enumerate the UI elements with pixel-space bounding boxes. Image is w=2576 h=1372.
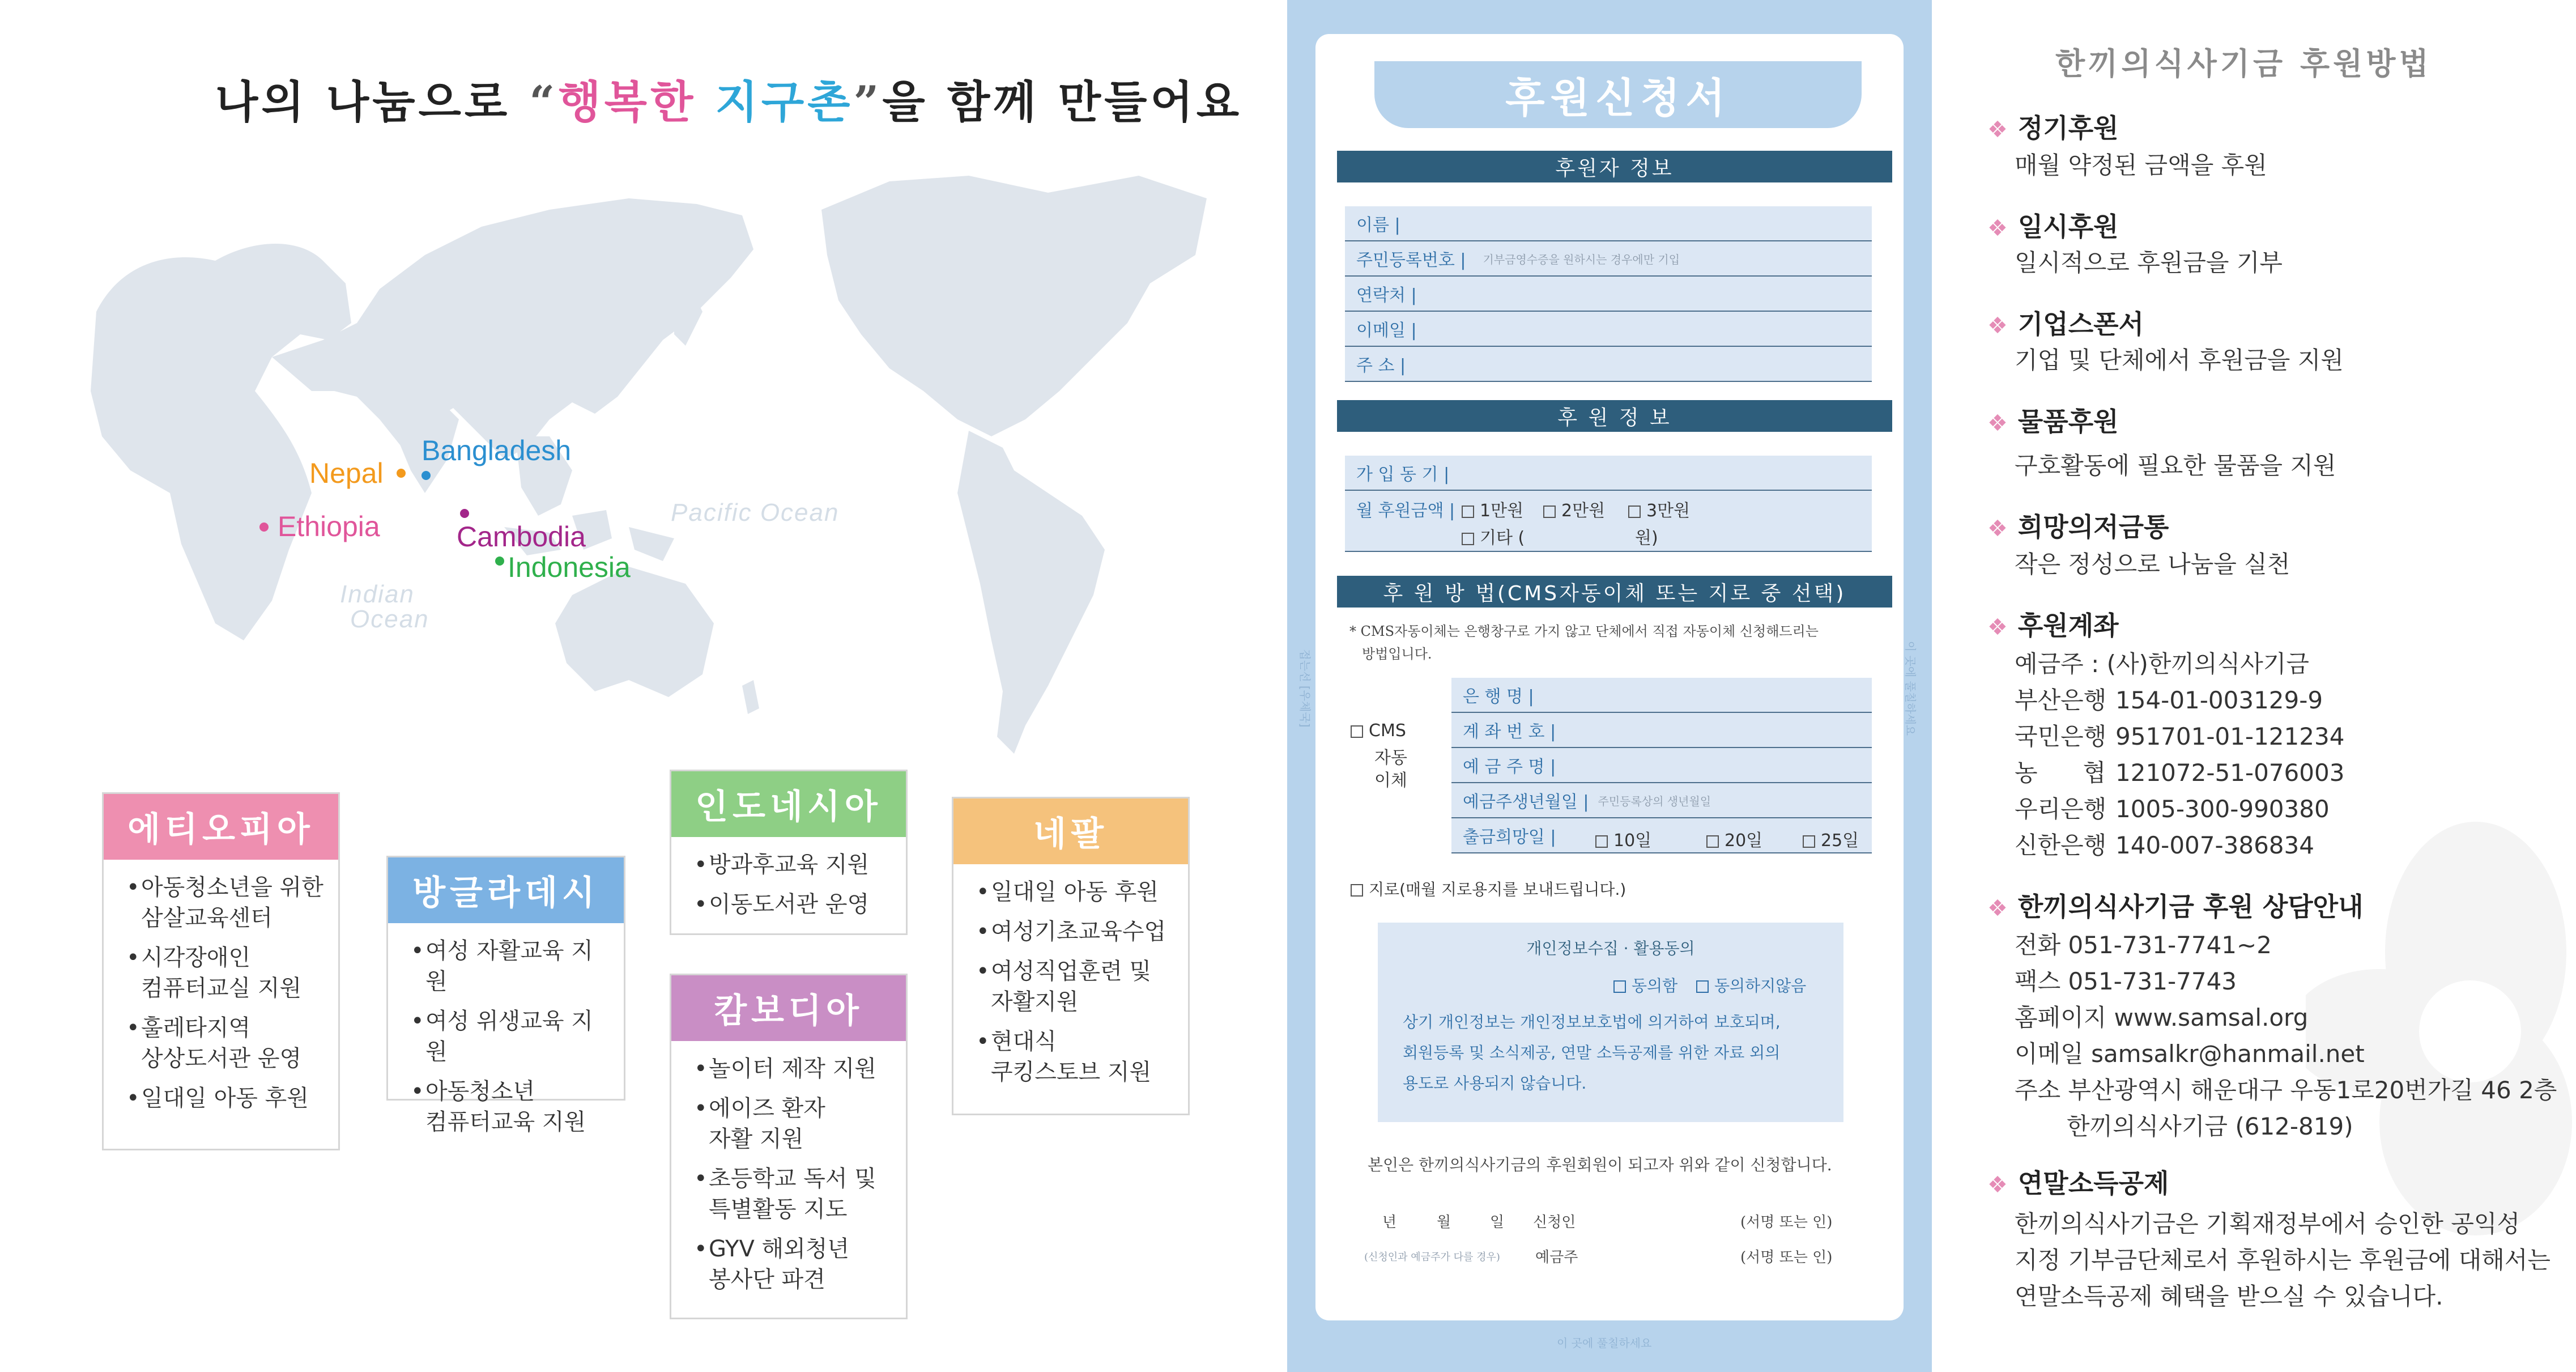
tax-deduction-line1: 한끼의식사기금은 기획재정부에서 승인한 공익성 bbox=[2015, 1210, 2520, 1238]
card-indonesia-title: 인도네시아 bbox=[671, 771, 906, 837]
checkbox[interactable] bbox=[1613, 980, 1626, 993]
motive-field[interactable]: 가 입 동 기 | bbox=[1345, 456, 1872, 491]
tax-deduction-heading: ❖ 연말소득공제 bbox=[1987, 1168, 2169, 1199]
holder-signature[interactable]: (서명 또는 인) bbox=[1740, 1249, 1833, 1266]
indonesia-label: Indonesia bbox=[508, 551, 631, 583]
checkbox[interactable] bbox=[1543, 506, 1556, 518]
fold-line-left: 접는선 [우체국] bbox=[1298, 649, 1312, 728]
privacy-agree[interactable]: 동의함 bbox=[1613, 974, 1677, 996]
holder-birth-field[interactable]: 예금주생년월일 | 주민등록상의 생년월일 bbox=[1451, 783, 1872, 818]
bank-account-row: 부산은행 154-01-003129-9 bbox=[2015, 686, 2323, 714]
support-info-header: 후 원 정 보 bbox=[1337, 400, 1892, 432]
checkbox[interactable] bbox=[1628, 506, 1641, 518]
nepal-label: Nepal bbox=[309, 457, 384, 489]
bangladesh-label: Bangladesh bbox=[421, 435, 572, 466]
bank-account-row: 신한은행 140-007-386834 bbox=[2015, 831, 2314, 859]
list-item: • 에이즈 환자 자활 지원 bbox=[694, 1093, 895, 1154]
list-item: • 초등학교 독서 및 특별활동 지도 bbox=[694, 1163, 895, 1225]
list-item: • 일대일 아동 후원 bbox=[976, 877, 1177, 907]
card-cambodia-list bbox=[671, 1041, 906, 1310]
diamond-bullet-icon: ❖ bbox=[1987, 117, 2008, 143]
indian-ocean-label-1: Indian bbox=[340, 580, 415, 608]
monthly-amount-field: 월 후원금액 | bbox=[1345, 491, 1872, 552]
diamond-bullet-icon: ❖ bbox=[1987, 1172, 2008, 1198]
corporate-sponsor-heading: ❖ 기업스폰서 bbox=[1987, 309, 2144, 339]
diamond-bullet-icon: ❖ bbox=[1987, 516, 2008, 542]
indian-ocean-label-2: Ocean bbox=[350, 605, 429, 633]
contact-fax: 팩스 051-731-7743 bbox=[2015, 967, 2237, 995]
diamond-bullet-icon: ❖ bbox=[1987, 614, 2008, 640]
account-heading: ❖ 후원계좌 bbox=[1987, 610, 2119, 641]
payment-method-header: 후 원 방 법(CMS자동이체 또는 지로 중 선택) bbox=[1337, 576, 1892, 608]
list-item: • 시각장애인 컴퓨터교실 지원 bbox=[126, 942, 327, 1004]
contact-phone: 전화 051-731-7741~2 bbox=[2015, 931, 2272, 959]
cms-note-line2: 방법입니다. bbox=[1362, 646, 1432, 662]
amount-option-10k[interactable]: 1만원 bbox=[1462, 496, 1523, 521]
piggy-bank-desc: 작은 정성으로 나눔을 실천 bbox=[2015, 550, 2290, 578]
glue-here-bottom: 이 곳에 풀칠하세요 bbox=[1557, 1336, 1652, 1350]
privacy-disagree[interactable]: 동의하지않음 bbox=[1696, 974, 1806, 996]
withdraw-day-field: 출금희망일 | bbox=[1451, 818, 1872, 853]
pacific-ocean-label: Pacific Ocean bbox=[671, 499, 840, 526]
card-bangladesh-title: 방글라데시 bbox=[388, 857, 624, 923]
list-item: • 여성기초교육수업 bbox=[976, 916, 1177, 947]
email-field[interactable]: 이메일 | bbox=[1345, 312, 1872, 347]
amount-won: 원) bbox=[1635, 528, 1658, 548]
card-bangladesh-list bbox=[388, 923, 624, 1152]
card-ethiopia-title: 에티오피아 bbox=[104, 794, 338, 860]
bangladesh-marker bbox=[421, 471, 431, 480]
regular-support-heading: ❖ 정기후원 bbox=[1987, 113, 2119, 143]
day-option-10[interactable]: 10일 bbox=[1595, 826, 1651, 851]
checkbox[interactable] bbox=[1462, 506, 1474, 518]
diamond-bullet-icon: ❖ bbox=[1987, 410, 2008, 436]
holder-note: (신청인과 예금주가 다를 경우) bbox=[1364, 1251, 1500, 1263]
list-item: • 이동도서관 운영 bbox=[694, 889, 895, 920]
nepal-marker bbox=[397, 469, 406, 478]
list-item: • GYV 해외청년 봉사단 파견 bbox=[694, 1234, 895, 1295]
cms-label-2: 자동 bbox=[1374, 748, 1407, 768]
applicant-label: 신청인 bbox=[1533, 1214, 1576, 1231]
list-item: • 놀이터 제작 지원 bbox=[694, 1054, 895, 1084]
privacy-text-1: 상기 개인정보는 개인정보보호법에 의거하여 보호되며, bbox=[1403, 1013, 1781, 1031]
bank-account-row: 우리은행 1005-300-990380 bbox=[2015, 795, 2330, 823]
day-option-20[interactable]: 20일 bbox=[1706, 826, 1762, 851]
list-item: • 현대식 쿠킹스토브 지원 bbox=[976, 1026, 1177, 1088]
sign-month: 월 bbox=[1437, 1214, 1451, 1231]
day-option-25[interactable]: 25일 bbox=[1803, 826, 1859, 851]
contact-address-2: 한끼의식사기금 (612-819) bbox=[2067, 1112, 2353, 1140]
privacy-text-3: 용도로 사용되지 않습니다. bbox=[1403, 1074, 1587, 1093]
contact-website[interactable]: 홈페이지 www.samsal.org bbox=[2015, 1004, 2309, 1031]
card-nepal bbox=[952, 797, 1190, 1115]
list-item: • 방과후교육 지원 bbox=[694, 849, 895, 880]
sign-day: 일 bbox=[1490, 1214, 1505, 1231]
card-ethiopia bbox=[102, 792, 340, 1150]
goods-support-desc: 구호활동에 필요한 물품을 지원 bbox=[2015, 452, 2336, 479]
list-item: • 아동청소년 컴퓨터교육 지원 bbox=[411, 1076, 612, 1137]
list-item: • 여성직업훈련 및 자활지원 bbox=[976, 956, 1177, 1017]
indonesia-marker bbox=[495, 557, 504, 566]
card-cambodia-title: 캄보디아 bbox=[671, 975, 906, 1041]
contact-address: 주소 부산광역시 해운대구 우동1로20번가길 46 2층 bbox=[2015, 1076, 2557, 1104]
privacy-text-2: 회원등록 및 소식제공, 연말 소득공제를 위한 자료 외의 bbox=[1403, 1043, 1781, 1062]
goods-support-heading: ❖ 물품후원 bbox=[1987, 406, 2119, 437]
cms-note-line1: * CMS자동이체는 은행창구로 가지 않고 단체에서 직접 자동이체 신청해드리는 bbox=[1349, 623, 1819, 639]
bank-name-field[interactable]: 은 행 명 | bbox=[1451, 678, 1872, 713]
card-indonesia bbox=[670, 770, 908, 935]
applicant-signature[interactable]: (서명 또는 인) bbox=[1740, 1214, 1833, 1231]
amount-option-other[interactable]: 기타 ( bbox=[1462, 524, 1525, 549]
checkbox[interactable] bbox=[1706, 835, 1719, 848]
list-item: • 일대일 아동 후원 bbox=[126, 1083, 327, 1114]
checkbox[interactable] bbox=[1462, 533, 1474, 545]
ethiopia-marker bbox=[259, 523, 269, 532]
privacy-title: 개인정보수집 · 활용동의 bbox=[1526, 939, 1695, 958]
ethiopia-label: Ethiopia bbox=[278, 511, 380, 542]
glue-here-right: 이 곳에 풀칠하세요 bbox=[1904, 640, 1918, 736]
flower-watermark bbox=[2306, 805, 2576, 1247]
rrn-field[interactable]: 주민등록번호 | 기부금영수증을 원하시는 경우에만 기입 bbox=[1345, 241, 1872, 277]
corporate-sponsor-desc: 기업 및 단체에서 후원금을 지원 bbox=[2015, 346, 2344, 374]
list-item: • 훌레타지역 상상도서관 운영 bbox=[126, 1013, 327, 1074]
diamond-bullet-icon: ❖ bbox=[1987, 895, 2008, 921]
checkbox[interactable] bbox=[1595, 835, 1608, 848]
account-holder: 예금주 : (사)한끼의식사기금 bbox=[2015, 650, 2309, 678]
contact-email[interactable]: 이메일 samsalkr@hanmail.net bbox=[2015, 1040, 2365, 1068]
holder-label: 예금주 bbox=[1535, 1249, 1578, 1266]
regular-support-desc: 매월 약정된 금액을 후원 bbox=[2015, 151, 2267, 179]
bank-account-row: 국민은행 951701-01-121234 bbox=[2015, 723, 2345, 750]
tax-deduction-line2: 지정 기부금단체로서 후원하시는 후원금에 대해서는 bbox=[2015, 1246, 2551, 1274]
cambodia-marker bbox=[460, 509, 469, 518]
cms-option[interactable]: CMS bbox=[1351, 721, 1406, 741]
checkbox[interactable] bbox=[1351, 725, 1363, 738]
landmass bbox=[91, 176, 1207, 754]
cambodia-label: Cambodia bbox=[457, 521, 586, 553]
world-map bbox=[85, 153, 1218, 776]
card-ethiopia-list bbox=[104, 860, 338, 1128]
checkbox[interactable] bbox=[1696, 980, 1709, 993]
contact-field[interactable]: 연락처 | bbox=[1345, 277, 1872, 312]
piggy-bank-heading: ❖ 희망의저금통 bbox=[1987, 512, 2169, 542]
diamond-bullet-icon: ❖ bbox=[1987, 215, 2008, 241]
giro-option[interactable]: 지로(매월 지로용지를 보내드립니다.) bbox=[1351, 877, 1626, 900]
list-item: • 여성 위생교육 지원 bbox=[411, 1006, 612, 1067]
list-item: • 아동청소년을 위한 삼살교육센터 bbox=[126, 872, 327, 933]
list-item: • 여성 자활교육 지원 bbox=[411, 936, 612, 997]
diamond-bullet-icon: ❖ bbox=[1987, 313, 2008, 339]
account-number-field[interactable]: 계 좌 번 호 | bbox=[1451, 713, 1872, 748]
sponsor-info-header: 후원자 정보 bbox=[1337, 151, 1892, 182]
card-indonesia-list bbox=[671, 837, 906, 935]
account-holder-field[interactable]: 예 금 주 명 | bbox=[1451, 748, 1872, 783]
confirmation-text: 본인은 한끼의식사기금의 후원회원이 되고자 위와 같이 신청합니다. bbox=[1368, 1156, 1832, 1174]
checkbox[interactable] bbox=[1803, 835, 1815, 848]
tax-deduction-line3: 연말소득공제 혜택을 받으실 수 있습니다. bbox=[2015, 1282, 2443, 1310]
one-time-support-desc: 일시적으로 후원금을 기부 bbox=[2015, 249, 2283, 277]
name-field[interactable]: 이름 | bbox=[1345, 206, 1872, 241]
one-time-support-heading: ❖ 일시후원 bbox=[1987, 211, 2119, 242]
card-cambodia bbox=[670, 974, 908, 1319]
support-methods-title: 한끼의식사기금 후원방법 bbox=[2055, 46, 2432, 82]
amount-option-30k[interactable]: 3만원 bbox=[1628, 496, 1690, 521]
sign-year: 년 bbox=[1382, 1214, 1397, 1231]
cms-label-3: 이체 bbox=[1374, 771, 1407, 791]
address-field[interactable]: 주 소 | bbox=[1345, 347, 1872, 382]
checkbox[interactable] bbox=[1351, 884, 1363, 897]
page-title: 나의 나눔으로 “행복한 지구촌”을 함께 만들어요 bbox=[215, 77, 1243, 128]
amount-option-20k[interactable]: 2만원 bbox=[1543, 496, 1605, 521]
card-nepal-title: 네팔 bbox=[953, 798, 1188, 864]
contact-heading: ❖ 한끼의식사기금 후원 상담안내 bbox=[1987, 891, 2364, 922]
form-title: 후원신청서 bbox=[1374, 61, 1862, 128]
bank-account-row: 농 협 121072-51-076003 bbox=[2015, 759, 2345, 787]
card-nepal-list bbox=[953, 864, 1188, 1102]
card-bangladesh bbox=[386, 856, 625, 1135]
